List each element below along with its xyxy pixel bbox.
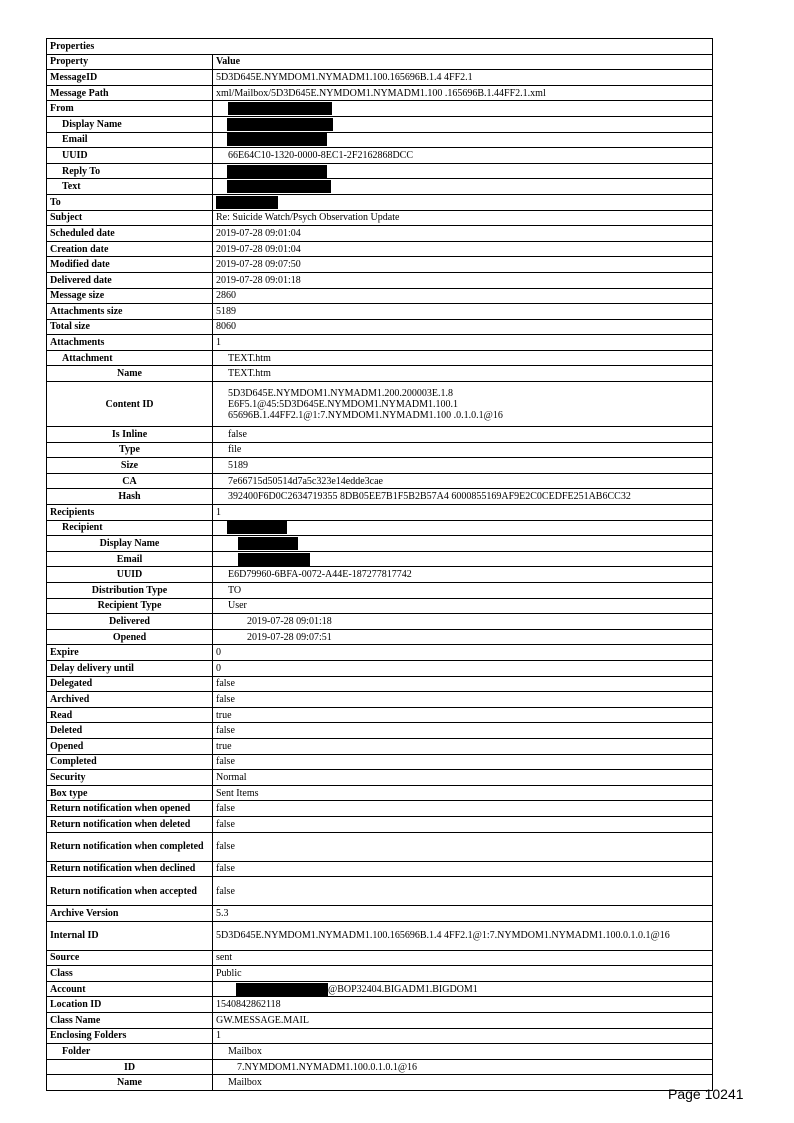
redaction-block — [228, 102, 332, 115]
redaction-block — [238, 553, 310, 566]
key-cell: Delegated — [47, 676, 213, 692]
key-cell: Delay delivery until — [47, 660, 213, 676]
table-row — [47, 442, 713, 458]
value-cell: 1 — [213, 505, 713, 521]
key-cell: Opened — [47, 629, 213, 645]
value-cell: sent — [213, 950, 713, 966]
table-row — [47, 877, 713, 906]
table-row — [47, 723, 713, 739]
table-row — [47, 966, 713, 982]
key-cell: UUID — [47, 148, 213, 164]
table-row — [47, 458, 713, 474]
table-row — [47, 1059, 713, 1075]
key-cell: Creation date — [47, 241, 213, 257]
key-cell: Account — [47, 981, 213, 997]
value-cell: 2019-07-28 09:07:51 — [213, 629, 713, 645]
table-row — [47, 692, 713, 708]
value-cell — [213, 536, 713, 552]
table-row — [47, 350, 713, 366]
value-cell: 392400F6D0C2634719355 8DB05EE7B1F5B2B57A4 6000855169AF9E2C0CEDFE251AB6CC32 — [213, 489, 713, 505]
value-cell: 2019-07-28 09:01:18 — [213, 614, 713, 630]
value-cell — [213, 101, 713, 117]
value-cell: false — [213, 861, 713, 877]
value-cell: TEXT.htm — [213, 350, 713, 366]
content-id-line: 5D3D645E.NYMDOM1.NYMADM1.200.200003E.1.8 — [228, 387, 453, 399]
value-cell — [213, 163, 713, 179]
key-cell: CA — [47, 473, 213, 489]
value-cell: 5.3 — [213, 906, 713, 922]
key-cell: Internal ID — [47, 921, 213, 950]
key-cell: Return notification when declined — [47, 861, 213, 877]
table-row — [47, 754, 713, 770]
value-cell: 1 — [213, 1028, 713, 1044]
redaction-block — [238, 537, 298, 550]
value-cell: file — [213, 442, 713, 458]
table-row — [47, 629, 713, 645]
table-row — [47, 861, 713, 877]
value-cell: 2860 — [213, 288, 713, 304]
table-row — [47, 272, 713, 288]
value-cell: false — [213, 427, 713, 443]
table-row — [47, 116, 713, 132]
value-cell: 1540842862118 — [213, 997, 713, 1013]
table-row — [47, 770, 713, 786]
table-row — [47, 738, 713, 754]
table-row — [47, 179, 713, 195]
value-cell: TO — [213, 583, 713, 599]
value-cell: false — [213, 816, 713, 832]
redaction-block — [227, 165, 327, 178]
key-cell: Recipients — [47, 505, 213, 521]
table-row — [47, 567, 713, 583]
redaction-block — [227, 521, 287, 534]
table-row — [47, 473, 713, 489]
key-cell: Source — [47, 950, 213, 966]
value-cell: true — [213, 738, 713, 754]
table-row — [47, 707, 713, 723]
key-cell: Delivered — [47, 614, 213, 630]
value-cell: 0 — [213, 660, 713, 676]
table-row — [47, 832, 713, 861]
key-cell: Message Path — [47, 85, 213, 101]
table-row — [47, 598, 713, 614]
table-row — [47, 645, 713, 661]
table-row — [47, 288, 713, 304]
key-cell: Return notification when deleted — [47, 816, 213, 832]
value-cell: 66E64C10-1320-0000-8EC1-2F2162868DCC — [213, 148, 713, 164]
value-cell: false — [213, 723, 713, 739]
table-row — [47, 950, 713, 966]
table-row — [47, 210, 713, 226]
table-row — [47, 660, 713, 676]
key-cell: Distribution Type — [47, 583, 213, 599]
header-property: Property — [47, 54, 213, 70]
value-cell: 8060 — [213, 319, 713, 335]
key-cell: Display Name — [47, 116, 213, 132]
table-row — [47, 319, 713, 335]
value-cell: false — [213, 877, 713, 906]
key-cell: Modified date — [47, 257, 213, 273]
value-cell — [213, 194, 713, 210]
value-cell: E6D79960-6BFA-0072-A44E-187277817742 — [213, 567, 713, 583]
key-cell: MessageID — [47, 70, 213, 86]
table-row — [47, 536, 713, 552]
value-cell: false — [213, 754, 713, 770]
value-cell: 5189 — [213, 304, 713, 320]
key-cell: Email — [47, 551, 213, 567]
redaction-block — [227, 133, 327, 146]
table-row — [47, 1044, 713, 1060]
key-cell: Opened — [47, 738, 213, 754]
table-row — [47, 70, 713, 86]
header-value: Value — [213, 54, 713, 70]
table-row — [47, 1075, 713, 1091]
key-cell: Name — [47, 1075, 213, 1091]
key-cell: Class — [47, 966, 213, 982]
value-cell: false — [213, 832, 713, 861]
key-cell: Enclosing Folders — [47, 1028, 213, 1044]
content-id-line: E6F5.1@45:5D3D645E.NYMDOM1.NYMADM1.100.1 — [228, 398, 459, 410]
table-row — [47, 101, 713, 117]
value-cell: Mailbox — [213, 1044, 713, 1060]
key-cell: Total size — [47, 319, 213, 335]
key-cell: Return notification when opened — [47, 801, 213, 817]
table-row — [47, 257, 713, 273]
value-cell: Sent Items — [213, 785, 713, 801]
value-cell — [213, 981, 713, 997]
value-cell: 5189 — [213, 458, 713, 474]
table-row — [47, 226, 713, 242]
key-cell: To — [47, 194, 213, 210]
table-row — [47, 551, 713, 567]
table-row — [47, 489, 713, 505]
key-cell: Hash — [47, 489, 213, 505]
value-cell: 1 — [213, 335, 713, 351]
table-row — [47, 614, 713, 630]
value-cell: false — [213, 692, 713, 708]
key-cell: Attachments — [47, 335, 213, 351]
key-cell: Archive Version — [47, 906, 213, 922]
value-cell — [213, 132, 713, 148]
table-row — [47, 981, 713, 997]
table-row — [47, 427, 713, 443]
key-cell: Read — [47, 707, 213, 723]
key-cell: From — [47, 101, 213, 117]
key-cell: Delivered date — [47, 272, 213, 288]
key-cell: ID — [47, 1059, 213, 1075]
key-cell: UUID — [47, 567, 213, 583]
redaction-block — [216, 196, 278, 209]
table-row — [47, 906, 713, 922]
table-row — [47, 335, 713, 351]
table-row — [47, 1013, 713, 1029]
value-cell: Public — [213, 966, 713, 982]
key-cell: Return notification when accepted — [47, 877, 213, 906]
key-cell: Folder — [47, 1044, 213, 1060]
value-cell: TEXT.htm — [213, 366, 713, 382]
table-row — [47, 85, 713, 101]
value-cell: 2019-07-28 09:01:04 — [213, 241, 713, 257]
table-row — [47, 921, 713, 950]
key-cell: Reply To — [47, 163, 213, 179]
value-cell: true — [213, 707, 713, 723]
value-cell: false — [213, 801, 713, 817]
table-row — [47, 382, 713, 427]
value-cell: Re: Suicide Watch/Psych Observation Update — [213, 210, 713, 226]
key-cell: Text — [47, 179, 213, 195]
key-cell: Recipient Type — [47, 598, 213, 614]
table-row — [47, 148, 713, 164]
table-row — [47, 132, 713, 148]
key-cell: Subject — [47, 210, 213, 226]
key-cell: Content ID — [47, 382, 213, 427]
key-cell: Class Name — [47, 1013, 213, 1029]
table-row — [47, 241, 713, 257]
properties-table — [46, 38, 713, 1091]
key-cell: Deleted — [47, 723, 213, 739]
key-cell: Is Inline — [47, 427, 213, 443]
value-cell: 5D3D645E.NYMDOM1.NYMADM1.100.165696B.1.4 4FF2.1@1:7.NYMDOM1.NYMADM1.100.0.1.0.1@16 — [213, 921, 713, 950]
value-cell: Normal — [213, 770, 713, 786]
table-title: Properties — [47, 39, 713, 55]
key-cell: Return notification when completed — [47, 832, 213, 861]
table-row — [47, 785, 713, 801]
table-row — [47, 163, 713, 179]
key-cell: Message size — [47, 288, 213, 304]
value-cell: GW.MESSAGE.MAIL — [213, 1013, 713, 1029]
page-number: Page 10241 — [668, 1086, 744, 1102]
value-cell: 2019-07-28 09:07:50 — [213, 257, 713, 273]
account-domain: @BOP32404.BIGADM1.BIGDOM1 — [328, 983, 478, 995]
table-row — [47, 583, 713, 599]
value-cell: 7e66715d50514d7a5c323e14edde3cae — [213, 473, 713, 489]
redaction-block — [236, 983, 328, 996]
redaction-block — [227, 180, 331, 193]
value-cell — [213, 520, 713, 536]
value-cell: false — [213, 676, 713, 692]
key-cell: Completed — [47, 754, 213, 770]
key-cell: Attachment — [47, 350, 213, 366]
key-cell: Expire — [47, 645, 213, 661]
value-cell: Mailbox — [213, 1075, 713, 1091]
table-row — [47, 366, 713, 382]
key-cell: Box type — [47, 785, 213, 801]
value-cell: 2019-07-28 09:01:04 — [213, 226, 713, 242]
table-row — [47, 520, 713, 536]
key-cell: Size — [47, 458, 213, 474]
table-row — [47, 816, 713, 832]
key-cell: Security — [47, 770, 213, 786]
table-row — [47, 801, 713, 817]
table-row — [47, 676, 713, 692]
value-cell: 2019-07-28 09:01:18 — [213, 272, 713, 288]
table-title-row — [47, 39, 713, 55]
key-cell: Email — [47, 132, 213, 148]
value-cell — [213, 382, 713, 427]
value-cell: 0 — [213, 645, 713, 661]
value-cell — [213, 179, 713, 195]
table-row — [47, 505, 713, 521]
key-cell: Name — [47, 366, 213, 382]
value-cell: 5D3D645E.NYMDOM1.NYMADM1.100.165696B.1.4 4FF2.1 — [213, 70, 713, 86]
redaction-block — [227, 118, 333, 131]
key-cell: Attachments size — [47, 304, 213, 320]
value-cell — [213, 551, 713, 567]
key-cell: Location ID — [47, 997, 213, 1013]
table-row — [47, 1028, 713, 1044]
table-row — [47, 997, 713, 1013]
value-cell: 7.NYMDOM1.NYMADM1.100.0.1.0.1@16 — [213, 1059, 713, 1075]
table-header-row — [47, 54, 713, 70]
key-cell: Scheduled date — [47, 226, 213, 242]
value-cell: xml/Mailbox/5D3D645E.NYMDOM1.NYMADM1.100 .165696B.1.44FF2.1.xml — [213, 85, 713, 101]
key-cell: Display Name — [47, 536, 213, 552]
key-cell: Recipient — [47, 520, 213, 536]
content-id-line: 65696B.1.44FF2.1@1:7.NYMDOM1.NYMADM1.100 .0.1.0.1@16 — [228, 409, 503, 421]
table-row — [47, 194, 713, 210]
table-row — [47, 304, 713, 320]
key-cell: Archived — [47, 692, 213, 708]
value-cell: User — [213, 598, 713, 614]
value-cell — [213, 116, 713, 132]
key-cell: Type — [47, 442, 213, 458]
